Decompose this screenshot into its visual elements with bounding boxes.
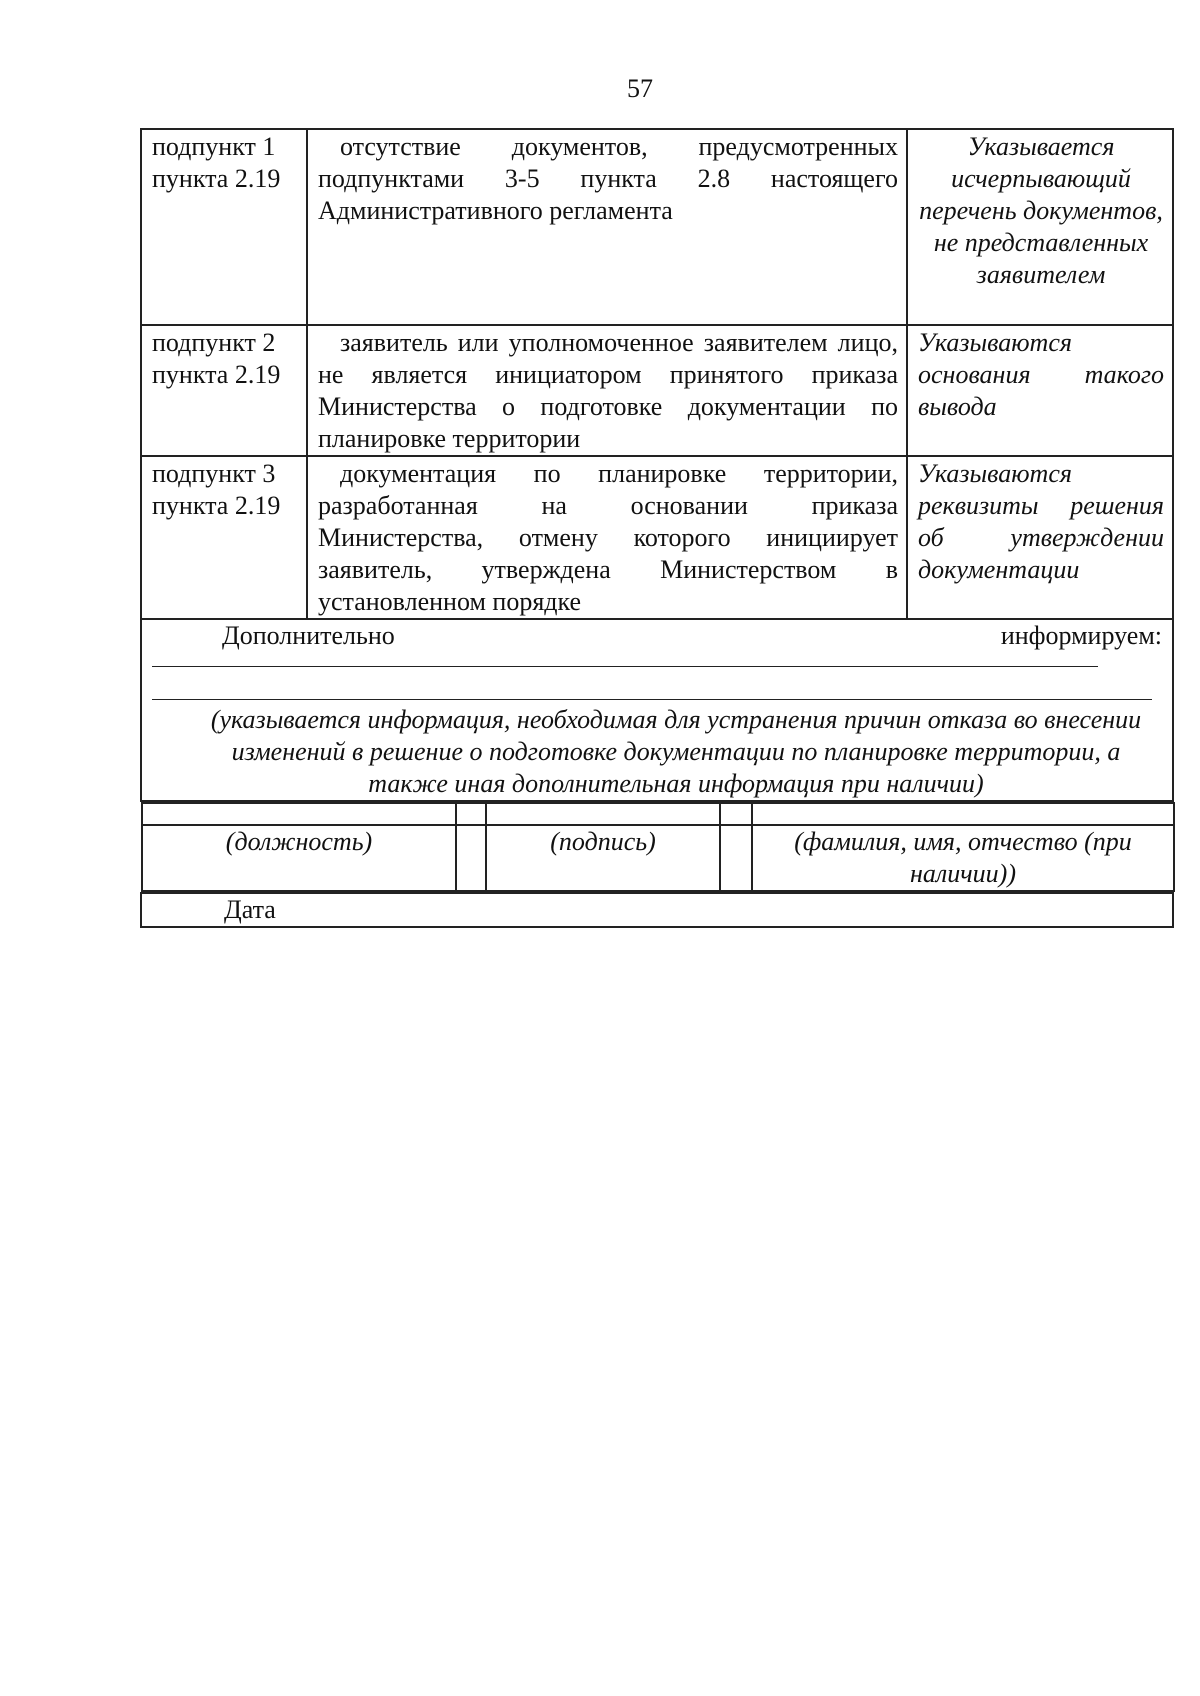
- signature-gap-cell: [720, 803, 752, 825]
- note-cell: Указываются реквизиты решения об утверждении документации: [907, 456, 1173, 619]
- basis-cell: [141, 325, 307, 456]
- additional-info-row: [141, 619, 1173, 801]
- signature-gap-cell: [720, 825, 752, 891]
- note-cell: Указываются основания такого вывода: [907, 325, 1173, 456]
- basis-cell: [141, 456, 307, 619]
- note-cell: Указывается исчерпывающий перечень документов, не представленных заявителем: [907, 129, 1173, 325]
- basis-line: подпункт 3: [152, 459, 276, 488]
- basis-line: пункта 2.19: [152, 360, 281, 389]
- basis-line: подпункт 1: [152, 132, 276, 161]
- date-row: [141, 893, 1173, 927]
- page-number: 57: [627, 74, 653, 103]
- additional-hint: (указывается информация, необходимая для устранения причин отказа во внесении изменений в решение о подготовке документации по планировке территории, а также иная дополнительная информация при наличии): [210, 705, 1142, 798]
- signature-label-row: [142, 825, 1174, 891]
- signature-blank-cell: [486, 803, 720, 825]
- reason-cell: отсутствие документов, предусмотренных подпунктами 3-5 пункта 2.8 настоящего Административного регламента: [307, 129, 907, 325]
- table-row: [141, 456, 1173, 619]
- table-row: [141, 325, 1173, 456]
- signature-blank-cell: [752, 803, 1174, 825]
- full-name-label: (фамилия, имя, отчество (при наличии)): [752, 825, 1174, 891]
- signature-gap-cell: [456, 825, 486, 891]
- signature-blank-row: [142, 803, 1174, 825]
- basis-line: подпункт 2: [152, 328, 276, 357]
- signature-label: (подпись): [486, 825, 720, 891]
- basis-line: пункта 2.19: [152, 491, 281, 520]
- signature-blank-cell: [142, 803, 456, 825]
- additional-info-heading: [152, 620, 1162, 652]
- signature-table: [141, 802, 1175, 892]
- signature-wrapper: [141, 801, 1173, 893]
- table-row: [141, 129, 1173, 325]
- signature-gap-cell: [456, 803, 486, 825]
- additional-info-cell: [141, 619, 1173, 801]
- signature-row: [141, 801, 1173, 893]
- position-label: (должность): [142, 825, 456, 891]
- refusal-reasons-table: [140, 128, 1174, 928]
- basis-line: пункта 2.19: [152, 164, 281, 193]
- date-label: Дата: [141, 893, 1173, 927]
- reason-cell: заявитель или уполномоченное заявителем лицо, не является инициатором принятого приказа Министерства о подготовке документации по планировке территории: [307, 325, 907, 456]
- additional-right-label: информируем:: [1000, 621, 1162, 650]
- additional-left-label: Дополнительно: [222, 621, 395, 650]
- reason-cell: документация по планировке территории, разработанная на основании приказа Министерства, отмену которого инициирует заявитель, утверждена Министерством в установленном порядке: [307, 456, 907, 619]
- basis-cell: [141, 129, 307, 325]
